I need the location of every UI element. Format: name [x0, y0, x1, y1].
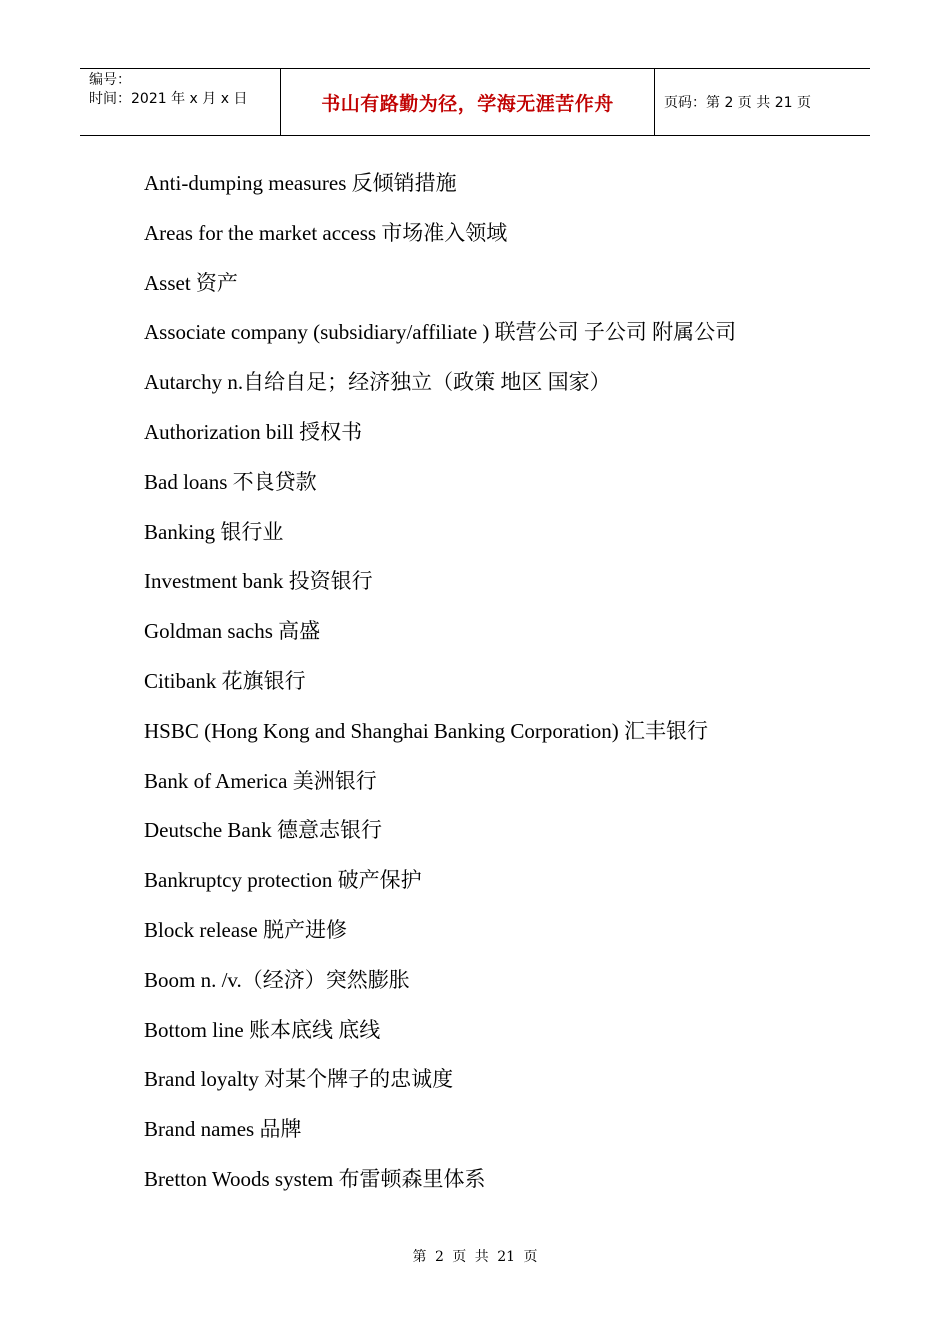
header-motto: 书山有路勤为径，学海无涯苦作舟 — [281, 69, 655, 135]
header-page-info: 页码：第 2 页 共 21 页 — [664, 95, 811, 111]
glossary-entry: Areas for the market access 市场准入领域 — [144, 220, 508, 245]
glossary-entry: Brand names 品牌 — [144, 1117, 302, 1142]
glossary-entry: Autarchy n.自给自足；经济独立（政策 地区 国家） — [144, 370, 611, 395]
glossary-entry: Bottom line 账本底线 底线 — [144, 1017, 381, 1042]
glossary-entry: Bretton Woods system 布雷顿森里体系 — [144, 1166, 486, 1191]
glossary-entry: Bad loans 不良贷款 — [144, 469, 317, 494]
glossary-entry: Bankruptcy protection 破产保护 — [144, 868, 422, 893]
glossary-entry: Investment bank 投资银行 — [144, 569, 373, 594]
glossary-entry: Banking 银行业 — [144, 519, 284, 544]
glossary-entry: Goldman sachs 高盛 — [144, 619, 321, 644]
page-footer: 第 2 页 共 21 页 — [412, 1249, 538, 1265]
glossary-entry: Bank of America 美洲银行 — [144, 768, 377, 793]
header-meta — [80, 69, 281, 135]
glossary-entry: Asset 资产 — [144, 270, 238, 295]
glossary-entry: Associate company (subsidiary/affiliate ) 联营公司 子公司 附属公司 — [144, 320, 737, 345]
glossary-entry: Deutsche Bank 德意志银行 — [144, 818, 382, 843]
glossary-entry: Block release 脱产进修 — [144, 917, 347, 942]
glossary-entry: HSBC (Hong Kong and Shanghai Banking Corporation) 汇丰银行 — [144, 718, 709, 743]
glossary-entry: Boom n. /v.（经济）突然膨胀 — [144, 967, 410, 992]
glossary-entry: Authorization bill 授权书 — [144, 419, 363, 444]
document-number-label: 编号： — [89, 72, 131, 88]
glossary-entry: Citibank 花旗银行 — [144, 668, 306, 693]
glossary-entry: Brand loyalty 对某个牌子的忠诚度 — [144, 1067, 454, 1092]
glossary-list — [144, 165, 864, 1211]
glossary-entry: Anti-dumping measures 反倾销措施 — [144, 171, 457, 195]
page-header — [80, 68, 870, 136]
document-date: 时间：2021 年 x 月 x 日 — [89, 91, 248, 107]
